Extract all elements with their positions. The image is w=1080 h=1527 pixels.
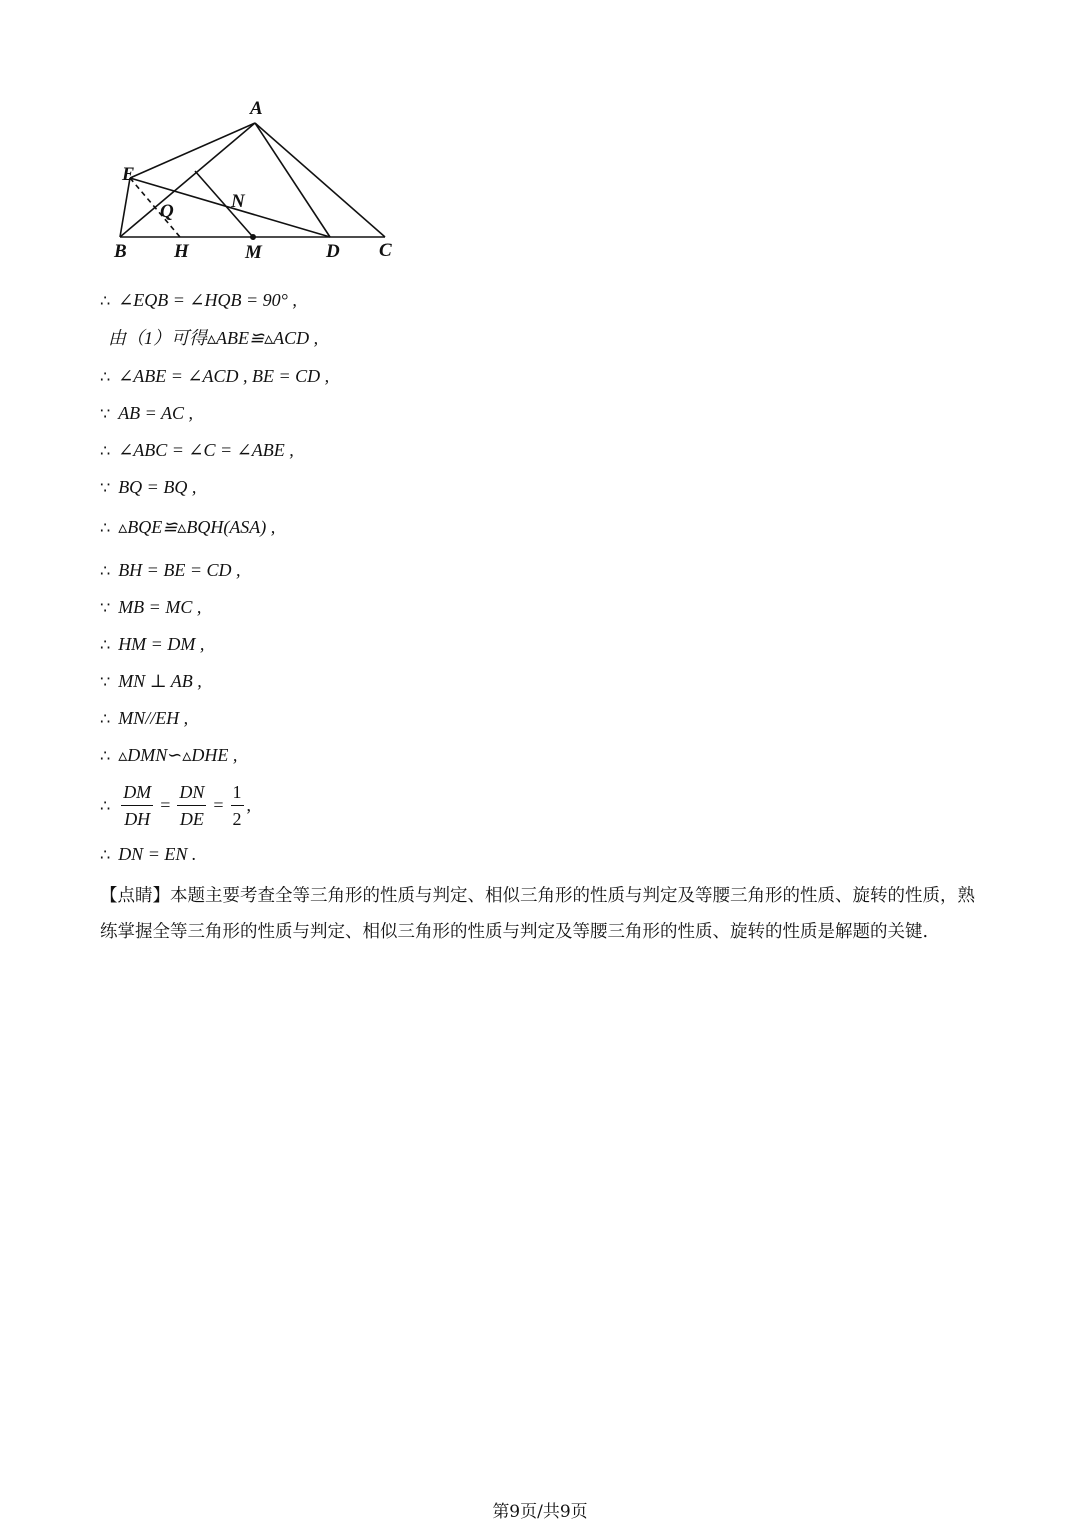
fraction-dm-dh: $\frac{DM}{DH}$ — [123, 782, 152, 829]
commentary-paragraph: 【点睛】本题主要考查全等三角形的性质与判定、相似三角形的性质与判定及等腰三角形的性质、旋转的性质，熟练掌握全等三角形的性质与判定、相似三角形的性质与判定及等腰三角形的性质、旋转的性质是解题的关键. — [100, 886, 975, 942]
proof-line: ∴ MN//EH , — [100, 708, 189, 728]
point-M — [250, 234, 256, 240]
label-E: E — [122, 164, 135, 185]
page-footer: 第9页/共9页 — [492, 1502, 588, 1522]
proof-line: 由（1）可得▵ABE≌▵ACD , — [108, 328, 319, 348]
label-A: A — [250, 98, 263, 119]
proof-line: ∵ BQ = BQ , — [100, 477, 197, 497]
label-H: H — [174, 241, 189, 262]
triangle-diagram — [100, 90, 420, 270]
label-D: D — [326, 241, 340, 262]
proof-line: ∴ ▵BQE≌▵BQH(ASA) , — [100, 517, 276, 537]
fraction-line: ∴ $\frac{DM}{DH}$ = $\frac{DN}{DE}$ = $\frac{1}{2}$ , — [100, 782, 252, 829]
geometry-figure — [100, 90, 420, 270]
proof-line: ∵ MB = MC , — [100, 597, 202, 617]
proof-line: ∵ MN ⊥ AB , — [100, 671, 202, 691]
label-Q: Q — [160, 201, 174, 222]
proof-line: ∴ ▵DMN∽▵DHE , — [100, 745, 238, 765]
fraction-dn-de: $\frac{DN}{DE}$ — [179, 782, 205, 829]
label-M: M — [245, 242, 262, 263]
proof-line: ∵ AB = AC , — [100, 403, 193, 423]
segment-AD — [255, 123, 330, 237]
segment-AB — [120, 123, 255, 237]
proof-conclusion: ∴ DN = EN . — [100, 844, 197, 864]
label-B: B — [114, 241, 127, 262]
proof-line: ∴ ∠EQB = ∠HQB = 90° , — [100, 290, 297, 310]
label-C: C — [379, 240, 392, 261]
proof-line: ∴ HM = DM , — [100, 634, 205, 654]
fraction-one-half: $\frac{1}{2}$ — [232, 782, 242, 829]
segment-EB — [120, 178, 130, 237]
proof-line: ∴ BH = BE = CD , — [100, 560, 241, 580]
segment-AE — [130, 123, 255, 178]
proof-line: ∴ ∠ABE = ∠ACD , BE = CD , — [100, 366, 330, 386]
label-N: N — [231, 191, 245, 212]
proof-line: ∴ ∠ABC = ∠C = ∠ABE , — [100, 440, 294, 460]
